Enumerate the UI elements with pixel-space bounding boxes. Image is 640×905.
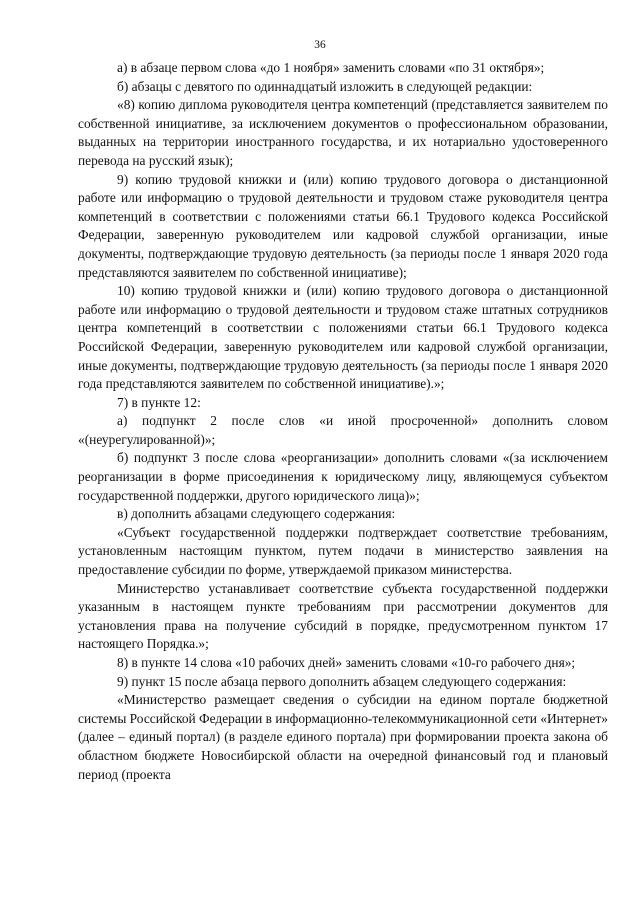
paragraph-subclause-3: б) подпункт 3 после слова «реорганизации» дополнить словами «(за исключением реорганизации в форме присоединения к юридическому лицу, являющемуся субъектом государственной поддержки, другого юридического лица)»; <box>78 450 608 503</box>
paragraph-ministry-establishes: Министерство устанавливает соответствие субъекта государственной поддержки указанным в настоящем пункте требованиям при рассмотрении документов для установления права на получение субсидий в порядке, предусмотренном пунктом 17 настоящего Порядка.»; <box>78 580 608 652</box>
page-number: 36 <box>314 39 326 51</box>
paragraph-new-edition-intro: б) абзацы с девятого по одиннадцатый изложить в следующей редакции: <box>117 78 533 94</box>
paragraph-clause-15: 9) пункт 15 после абзаца первого дополнить абзацем следующего содержания: <box>117 673 567 689</box>
paragraph-clause-12: 7) в пункте 12: <box>117 394 201 410</box>
paragraph-amend-deadline: а) в абзаце первом слова «до 1 ноября» заменить словами «по 31 октября»; <box>117 60 545 75</box>
paragraph-item-9-employment-head: 9) копию трудовой книжки и (или) копию трудового договора о дистанционной работе или информацию о трудовой деятельности и трудовом стаже руководителя центра компетенций в соответствии с положениями статьи 66.1 Трудового кодекса Российской Федерации, заверенную руководителем или кадровой службой организации, иные документы, подтверждающие трудовую деятельность (за периоды после 1 января 2020 года представляются заявителем по собственной инициативе); <box>78 171 608 280</box>
paragraph-clause-14: 8) в пункте 14 слова «10 рабочих дней» заменить словами «10-го рабочего дня»; <box>117 655 576 670</box>
paragraph-item-8-diploma: «8) копию диплома руководителя центра компетенций (представляется заявителем по собственной инициативе, за исключением документов о профессиональном образовании, выданных на территории иностранного государства, и их нотариально удостоверенного перевода на русский язык); <box>78 97 608 168</box>
document-body <box>78 59 608 784</box>
paragraph-subclause-2: а) подпункт 2 после слов «и иной просроченной» дополнить словом «(неурегулированной)»; <box>78 413 608 447</box>
paragraph-add-paragraphs: в) дополнить абзацами следующего содержания: <box>117 506 396 522</box>
paragraph-ministry-publishes: «Министерство размещает сведения о субсидии на едином портале бюджетной системы Российской Федерации в информационно-телекоммуникационной сети «Интернет» (далее – единый портал) (в разделе единого портала) при формировании проекта закона об областном бюджете Новосибирской области на очередной финансовый год и плановый период (проекта <box>78 692 608 782</box>
paragraph-item-10-employment-staff: 10) копию трудовой книжки и (или) копию трудового договора о дистанционной работе или информацию о трудовой деятельности и трудовом стаже штатных сотрудников центра компетенций в соответствии с положениями статьи 66.1 Трудового кодекса Российской Федерации, заверенную руководителем или кадровой службой организации, иные документы, подтверждающие трудовую деятельность (за периоды после 1 января 2020 года представляются заявителем по собственной инициативе).»; <box>78 283 608 392</box>
paragraph-subject-confirms: «Субъект государственной поддержки подтверждает соответствие требованиям, установленным настоящим пунктом, путем подачи в министерство заявления на предоставление субсидии по форме, утверждаемой приказом министерства. <box>78 524 608 578</box>
